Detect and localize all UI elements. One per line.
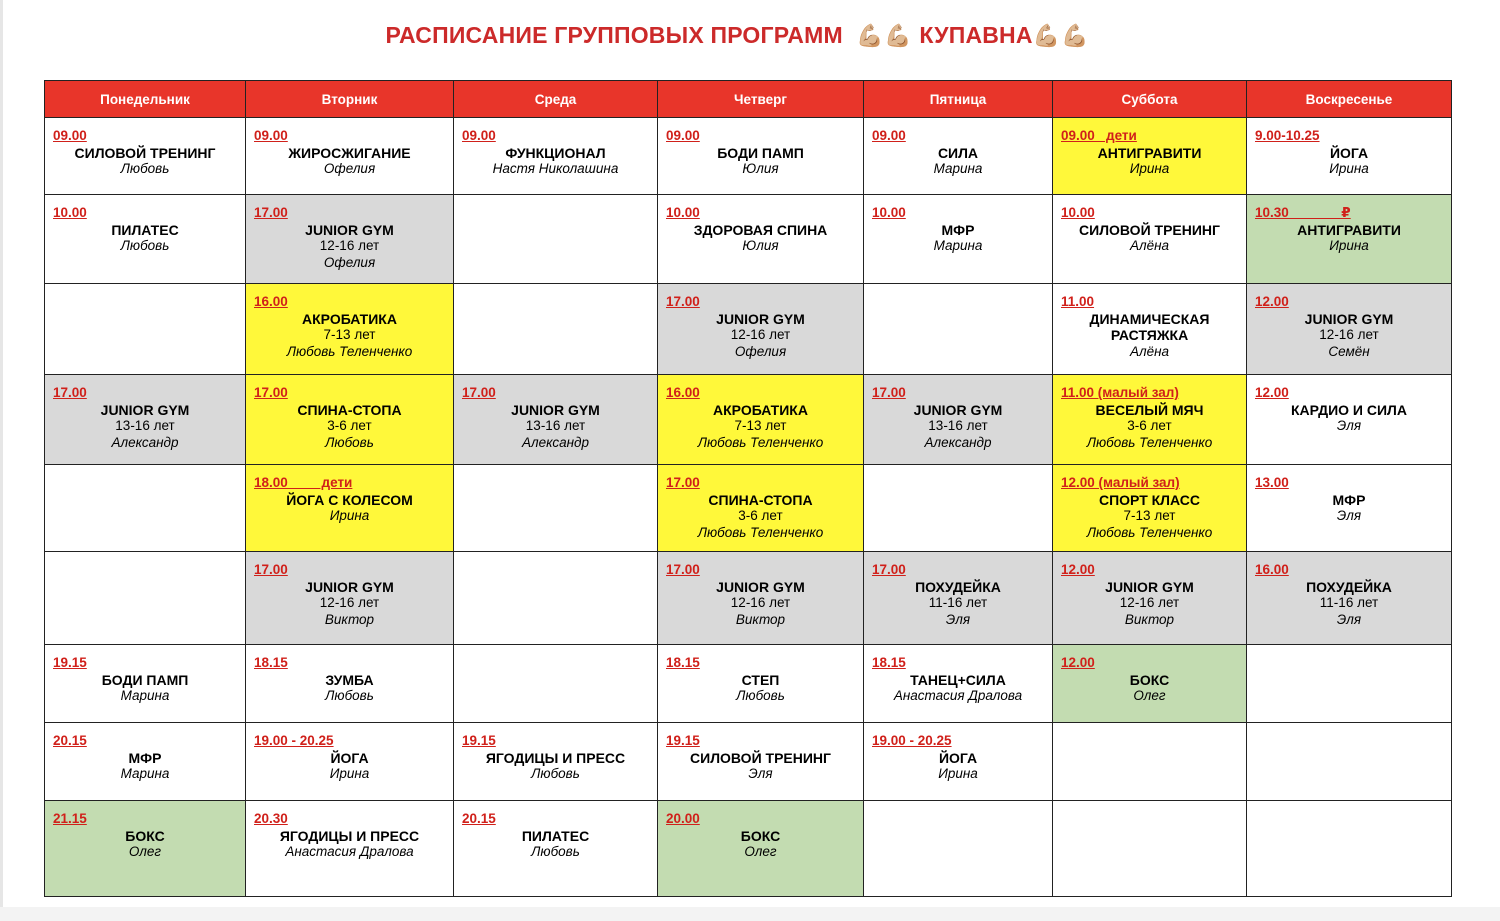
class-name: JUNIOR GYM [100, 401, 190, 418]
class-cell [45, 801, 246, 897]
class-cell [246, 645, 454, 723]
class-name: ЯГОДИЦЫ И ПРЕСС [279, 827, 420, 844]
class-trainer: Ирина [1329, 238, 1369, 253]
class-cell [454, 465, 658, 552]
class-name: МФР [941, 221, 975, 238]
class-time: 13.00 [1255, 475, 1289, 490]
class-trainer: Настя Николашина [492, 161, 619, 176]
class-cell [45, 645, 246, 723]
class-name: ПОХУДЕЙКА [1306, 578, 1392, 595]
class-name: JUNIOR GYM [511, 401, 600, 418]
class-cell [454, 284, 658, 375]
class-trainer: Офелия [734, 343, 787, 359]
flexed-biceps-icon: 💪🏼💪🏼 [856, 23, 913, 48]
class-name: СИЛОВОЙ ТРЕНИНГ [690, 749, 831, 766]
class-age: 3-6 лет [327, 418, 372, 433]
class-time: 21.15 [53, 811, 87, 826]
class-cell [45, 195, 246, 284]
class-cell [1053, 118, 1247, 195]
class-cell [864, 375, 1053, 465]
class-time: 12.00 [1255, 294, 1289, 309]
class-trainer: Александр [521, 434, 589, 450]
class-age: 7-13 лет [323, 327, 376, 342]
class-name: JUNIOR GYM [716, 578, 805, 595]
days-header-row [45, 81, 1452, 118]
class-trainer: Любовь [325, 434, 374, 450]
class-time: 12.00 [1061, 562, 1095, 577]
class-trainer: Эля [1336, 611, 1362, 627]
class-name: ЙОГА [1329, 144, 1369, 161]
class-cell [45, 375, 246, 465]
class-name: СПИНА-СТОПА [708, 491, 813, 508]
schedule-row [45, 375, 1452, 465]
class-age: 7-13 лет [1123, 508, 1176, 523]
class-age: 7-13 лет [734, 418, 787, 433]
class-cell [454, 801, 658, 897]
class-trainer: Эля [748, 766, 773, 781]
class-cell [658, 801, 864, 897]
day-header-monday: Понедельник [45, 81, 246, 118]
class-time: 18.15 [254, 655, 288, 670]
class-trainer: Марина [933, 161, 983, 176]
class-trainer: Офелия [323, 254, 376, 270]
class-cell [1247, 552, 1452, 645]
class-trainer: Эля [945, 611, 971, 627]
class-trainer: Виктор [735, 611, 786, 627]
class-time: 10.00 [872, 205, 906, 220]
schedule-row [45, 723, 1452, 801]
class-time: 09.00 дети [1061, 128, 1137, 143]
class-time: 11.00 (малый зал) [1061, 385, 1179, 400]
class-time: 12.00 [1061, 655, 1095, 670]
class-cell [246, 801, 454, 897]
class-trainer: Любовь [531, 844, 580, 859]
class-trainer: Виктор [324, 611, 375, 627]
class-age: 11-16 лет [1319, 595, 1379, 610]
class-time: 19.00 - 20.25 [254, 733, 334, 748]
class-cell [864, 723, 1053, 801]
class-time: 17.00 [254, 562, 288, 577]
class-time: 18.15 [872, 655, 906, 670]
class-age: 12-16 лет [1319, 327, 1379, 342]
class-cell [246, 284, 454, 375]
class-time: 10.00 [53, 205, 87, 220]
class-name: СИЛОВОЙ ТРЕНИНГ [1079, 221, 1220, 238]
class-trainer: Олег [744, 844, 777, 859]
class-cell [246, 118, 454, 195]
class-trainer: Ирина [1329, 161, 1369, 176]
class-trainer: Любовь Теленченко [286, 343, 413, 359]
class-trainer: Алёна [1129, 343, 1170, 359]
class-cell [1247, 723, 1452, 801]
class-time: 16.00 [666, 385, 700, 400]
class-cell [246, 723, 454, 801]
class-time: 09.00 [53, 128, 87, 143]
class-time: 17.00 [254, 385, 288, 400]
class-cell [1247, 465, 1452, 552]
class-trainer: Юлия [742, 161, 779, 176]
class-cell [658, 465, 864, 552]
class-time: 10.00 [1061, 205, 1095, 220]
class-time: 12.00 (малый зал) [1061, 475, 1180, 490]
class-cell [454, 195, 658, 284]
class-trainer: Ирина [938, 766, 978, 781]
class-name: ЙОГА С КОЛЕСОМ [286, 491, 413, 508]
class-trainer: Марина [120, 766, 170, 781]
class-name: АКРОБАТИКА [713, 401, 808, 418]
class-trainer: Анастасия Дралова [893, 688, 1023, 703]
day-header-tuesday: Вторник [246, 81, 454, 118]
class-name: КАРДИО И СИЛА [1291, 401, 1407, 418]
schedule-row [45, 465, 1452, 552]
class-time: 11.00 [1061, 294, 1095, 309]
flexed-biceps-icon: 💪🏼💪🏼 [1032, 23, 1090, 48]
class-trainer: Алёна [1129, 238, 1170, 253]
class-time: 09.00 [254, 128, 288, 143]
class-trainer: Александр [111, 434, 179, 450]
class-cell [864, 118, 1053, 195]
page-bottom-band [0, 907, 1500, 921]
class-time: 17.00 [872, 562, 906, 577]
class-cell [658, 375, 864, 465]
class-time: 17.00 [666, 294, 700, 309]
schedule-table [44, 80, 1452, 897]
class-time: 20.15 [53, 733, 87, 748]
class-trainer: Офелия [323, 161, 376, 176]
class-cell [246, 195, 454, 284]
class-cell [454, 645, 658, 723]
class-cell [658, 284, 864, 375]
class-trainer: Ирина [329, 766, 370, 781]
class-name: БОКС [740, 827, 781, 844]
class-name: БОДИ ПАМП [101, 671, 189, 688]
class-cell [1247, 375, 1452, 465]
class-name: СИЛА [937, 144, 979, 161]
page-title [0, 22, 1475, 49]
day-header-sunday: Воскресенье [1247, 81, 1452, 118]
class-name: ЙОГА [938, 749, 978, 766]
class-name: ЯГОДИЦЫ И ПРЕСС [485, 749, 626, 766]
class-age: 3-6 лет [738, 508, 783, 523]
class-trainer: Любовь [325, 688, 374, 703]
class-cell [246, 375, 454, 465]
page-left-edge [0, 0, 3, 921]
schedule-row [45, 284, 1452, 375]
class-cell [658, 118, 864, 195]
class-cell [1053, 195, 1247, 284]
day-header-friday: Пятница [864, 81, 1053, 118]
title-location: КУПАВНА [919, 22, 1033, 48]
class-name: ЖИРОСЖИГАНИЕ [288, 144, 411, 161]
class-name: СИЛОВОЙ ТРЕНИНГ [74, 144, 216, 161]
class-time: 20.15 [462, 811, 496, 826]
class-name: СПОРТ КЛАСС [1098, 491, 1200, 508]
class-cell [1053, 552, 1247, 645]
class-cell [1247, 118, 1452, 195]
class-cell [1053, 723, 1247, 801]
class-name: JUNIOR GYM [305, 578, 394, 595]
class-name: БОКС [125, 827, 165, 844]
class-time: 19.15 [53, 655, 87, 670]
class-trainer: Анастасия Дралова [285, 844, 414, 859]
class-cell [1247, 195, 1452, 284]
class-name: JUNIOR GYM [716, 310, 805, 327]
class-time: 17.00 [666, 562, 700, 577]
class-cell [45, 118, 246, 195]
class-age: 12-16 лет [319, 595, 380, 610]
class-cell [1053, 375, 1247, 465]
class-name: БОКС [1129, 671, 1170, 688]
class-cell [246, 552, 454, 645]
class-cell [864, 195, 1053, 284]
class-trainer: Любовь Теленченко [1086, 434, 1213, 450]
class-name: ЗДОРОВАЯ СПИНА [693, 221, 828, 238]
class-time: 16.00 [254, 294, 288, 309]
class-trainer: Ирина [1129, 161, 1170, 176]
class-trainer: Любовь [736, 688, 785, 703]
class-cell [658, 723, 864, 801]
class-trainer: Олег [1133, 688, 1166, 703]
class-trainer: Любовь [120, 238, 170, 253]
class-cell [658, 552, 864, 645]
class-cell [658, 195, 864, 284]
day-header-wednesday: Среда [454, 81, 658, 118]
class-time: 17.00 [872, 385, 906, 400]
class-time: 17.00 [462, 385, 496, 400]
class-time: 16.00 [1255, 562, 1289, 577]
class-age: 12-16 лет [1119, 595, 1180, 610]
class-cell [864, 645, 1053, 723]
class-cell [1053, 284, 1247, 375]
class-cell [454, 723, 658, 801]
class-name: ВЕСЕЛЫЙ МЯЧ [1095, 401, 1204, 418]
class-name: СПИНА-СТОПА [297, 401, 402, 418]
class-name: БОДИ ПАМП [717, 144, 804, 161]
class-trainer: Любовь [120, 161, 170, 176]
class-cell [1247, 645, 1452, 723]
schedule-body [45, 118, 1452, 897]
class-trainer: Любовь Теленченко [1086, 524, 1213, 540]
class-name: АНТИГРАВИТИ [1297, 221, 1401, 238]
class-time: 10.30 ₽ [1255, 205, 1351, 220]
day-header-thursday: Четверг [658, 81, 864, 118]
class-trainer: Любовь Теленченко [697, 524, 824, 540]
class-age: 13-16 лет [525, 418, 586, 433]
class-time: 19.15 [666, 733, 700, 748]
class-cell [864, 465, 1053, 552]
class-age: 13-16 лет [115, 418, 175, 433]
class-time: 20.00 [666, 811, 700, 826]
class-trainer: Марина [933, 238, 983, 253]
class-time: 19.00 - 20.25 [872, 733, 952, 748]
class-name: ПИЛАТЕС [521, 827, 590, 844]
class-trainer: Любовь Теленченко [697, 434, 824, 450]
class-cell [1053, 465, 1247, 552]
class-cell [864, 552, 1053, 645]
class-cell [45, 723, 246, 801]
class-age: 11-16 лет [928, 595, 988, 610]
class-trainer: Юлия [742, 238, 779, 253]
class-name: ПИЛАТЕС [111, 221, 179, 238]
class-name: ЗУМБА [325, 671, 374, 688]
class-trainer: Марина [120, 688, 170, 703]
class-time: 17.00 [53, 385, 87, 400]
class-cell [246, 465, 454, 552]
class-cell [454, 375, 658, 465]
class-cell [45, 552, 246, 645]
class-trainer: Эля [1336, 508, 1362, 523]
class-name: ЙОГА [330, 749, 369, 766]
class-age: 12-16 лет [730, 327, 791, 342]
class-name: JUNIOR GYM [1304, 310, 1394, 327]
class-trainer: Олег [128, 844, 162, 859]
class-time: 18.00 дети [254, 475, 353, 490]
class-cell [1247, 284, 1452, 375]
class-cell [1053, 801, 1247, 897]
class-name: СТЕП [741, 671, 780, 688]
class-name: АКРОБАТИКА [302, 310, 397, 327]
class-time: 10.00 [666, 205, 700, 220]
schedule-row [45, 801, 1452, 897]
class-cell [454, 552, 658, 645]
class-cell [45, 284, 246, 375]
class-time: 9.00-10.25 [1255, 128, 1320, 143]
class-cell [1053, 645, 1247, 723]
class-trainer: Эля [1336, 418, 1362, 433]
class-trainer: Любовь [531, 766, 580, 781]
class-cell [658, 645, 864, 723]
class-time: 17.00 [666, 475, 700, 490]
class-name: МФР [128, 749, 162, 766]
class-name: АНТИГРАВИТИ [1097, 144, 1202, 161]
class-cell [864, 284, 1053, 375]
class-time: 20.30 [254, 811, 288, 826]
class-name: ДИНАМИЧЕСКАЯ РАСТЯЖКА [1089, 310, 1210, 343]
class-cell [454, 118, 658, 195]
schedule-row [45, 645, 1452, 723]
class-age: 3-6 лет [1127, 418, 1172, 433]
class-time: 09.00 [462, 128, 496, 143]
class-age: 13-16 лет [928, 418, 988, 433]
class-time: 19.15 [462, 733, 496, 748]
class-time: 17.00 [254, 205, 288, 220]
class-age: 12-16 лет [730, 595, 791, 610]
class-time: 09.00 [666, 128, 700, 143]
class-trainer: Александр [924, 434, 992, 450]
class-cell [1247, 801, 1452, 897]
title-text: РАСПИСАНИЕ ГРУППОВЫХ ПРОГРАММ [385, 22, 843, 48]
class-name: ПОХУДЕЙКА [915, 578, 1001, 595]
class-trainer: Виктор [1124, 611, 1175, 627]
schedule-row [45, 552, 1452, 645]
class-name: JUNIOR GYM [913, 401, 1003, 418]
class-name: JUNIOR GYM [1105, 578, 1194, 595]
class-time: 09.00 [872, 128, 906, 143]
class-time: 18.15 [666, 655, 700, 670]
schedule-row [45, 118, 1452, 195]
day-header-saturday: Суббота [1053, 81, 1247, 118]
class-time: 12.00 [1255, 385, 1289, 400]
class-trainer: Ирина [329, 508, 370, 523]
class-trainer: Семён [1328, 343, 1370, 359]
class-name: МФР [1332, 491, 1366, 508]
class-name: JUNIOR GYM [305, 221, 394, 238]
class-cell [45, 465, 246, 552]
class-name: ФУНКЦИОНАЛ [505, 144, 606, 161]
class-age: 12-16 лет [319, 238, 380, 253]
schedule-row [45, 195, 1452, 284]
class-name: ТАНЕЦ+СИЛА [910, 671, 1006, 688]
class-cell [864, 801, 1053, 897]
